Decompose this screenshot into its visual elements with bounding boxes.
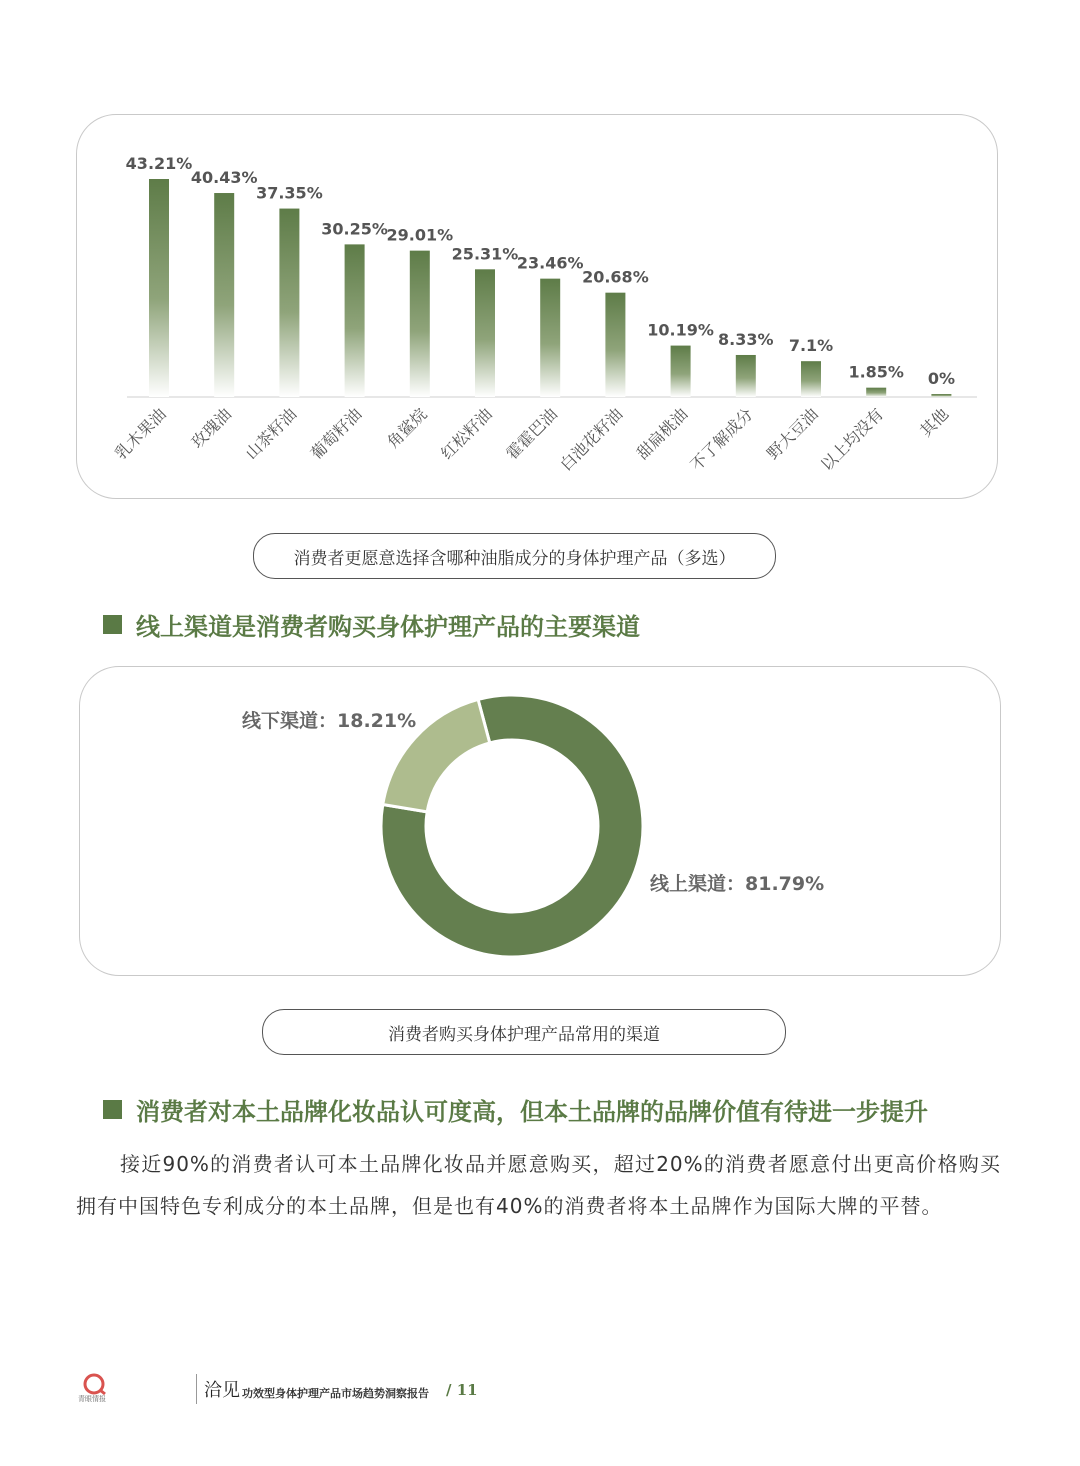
bar-category-label: 甜扁桃油 xyxy=(632,404,692,464)
bar-category-label: 白池花籽油 xyxy=(556,404,627,475)
bar xyxy=(736,355,756,397)
body-paragraph: 接近90%的消费者认可本土品牌化妆品并愿意购买，超过20%的消费者愿意付出更高价格购买拥有中国特色专利成分的本土品牌，但是也有40%的消费者将本土品牌作为国际大牌的平替。 xyxy=(76,1152,1001,1218)
page-footer xyxy=(76,1372,576,1412)
donut-chart-card xyxy=(79,666,1001,976)
bar-category-label: 其他 xyxy=(916,404,953,441)
bar-value-label: 10.19% xyxy=(647,320,714,340)
bar-value-label: 1.85% xyxy=(848,362,904,382)
bar-value-label: 8.33% xyxy=(718,329,774,349)
bar-value-label: 7.1% xyxy=(788,336,834,356)
bar-chart xyxy=(77,115,999,500)
bar-value-label: 23.46% xyxy=(516,253,584,273)
bar-chart-caption: 消费者更愿意选择含哪种油脂成分的身体护理产品（多选） xyxy=(253,533,776,579)
bar-category-label: 山茶籽油 xyxy=(241,404,301,464)
heading-square-icon xyxy=(103,615,122,634)
page-number: / 11 xyxy=(446,1381,478,1399)
bar xyxy=(671,346,691,397)
bar-category-label: 红松籽油 xyxy=(437,404,496,464)
bar-value-label: 40.43% xyxy=(190,168,258,188)
bar xyxy=(149,179,169,397)
footer-divider xyxy=(196,1374,197,1404)
bar-category-label: 霍霍巴油 xyxy=(502,404,562,464)
brand2-text: 洽见 xyxy=(204,1380,240,1401)
bar-category-label: 乳木果油 xyxy=(111,404,170,464)
bar xyxy=(214,193,234,397)
bar-value-label: 29.01% xyxy=(386,225,454,245)
bar-value-label: 20.68% xyxy=(582,267,649,287)
bar xyxy=(801,361,821,397)
bar-value-label: 37.35% xyxy=(256,183,323,203)
bar-category-label: 玫瑰油 xyxy=(187,404,236,452)
donut-chart-caption: 消费者购买身体护理产品常用的渠道 xyxy=(262,1009,786,1055)
bar xyxy=(475,269,495,397)
bar-category-label: 野大豆油 xyxy=(763,404,822,464)
bar-category-label: 以上均没有 xyxy=(817,404,888,475)
section-heading-brands xyxy=(103,1092,928,1127)
bar xyxy=(931,394,951,397)
bar-value-label: 25.31% xyxy=(451,244,519,264)
bar-value-label: 30.25% xyxy=(321,219,388,239)
bar-category-label: 角鲨烷 xyxy=(383,404,431,452)
bar-category-label: 不了解成分 xyxy=(686,404,757,475)
qiajian-logo-icon xyxy=(202,1372,240,1408)
donut-label-online: 线上渠道：81.79% xyxy=(650,873,825,895)
section-heading-channels xyxy=(103,607,640,642)
section-heading-text: 线上渠道是消费者购买身体护理产品的主要渠道 xyxy=(136,613,640,641)
bar xyxy=(345,244,365,397)
bar xyxy=(605,293,625,397)
bar-chart-card xyxy=(76,114,998,499)
bar-value-label: 43.21% xyxy=(125,154,193,173)
report-title: 功效型身体护理产品市场趋势洞察报告 xyxy=(242,1387,429,1400)
bar xyxy=(279,209,299,397)
donut-label-offline: 线下渠道：18.21% xyxy=(242,710,417,732)
donut-chart xyxy=(80,667,1002,977)
bar-value-label: 0% xyxy=(927,369,955,388)
bar-category-label: 葡萄籽油 xyxy=(306,404,366,464)
bar xyxy=(540,279,560,397)
heading-square-icon xyxy=(103,1100,122,1119)
bar xyxy=(410,251,430,397)
section-heading-text: 消费者对本土品牌化妆品认可度高，但本土品牌的品牌价值有待进一步提升 xyxy=(136,1098,928,1126)
bar xyxy=(866,388,886,397)
brand1-text: 青眼情报 xyxy=(78,1395,106,1403)
